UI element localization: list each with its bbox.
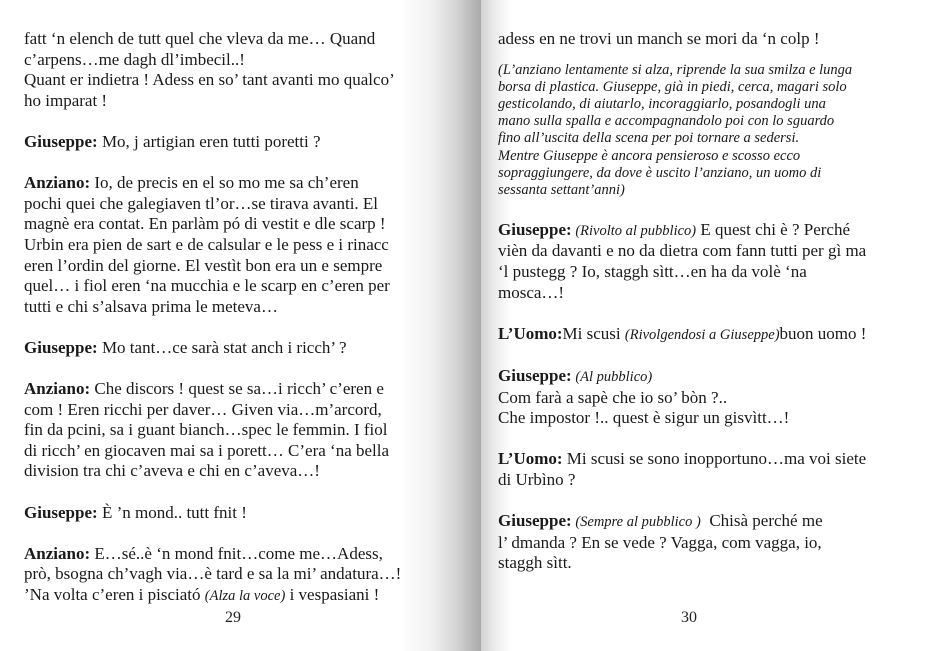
stage-line: sopraggiungere, da dove è uscito l’anziano, un uomo di bbox=[498, 164, 822, 181]
dialogue-line: Urbin era pien de sart e de calsular e le pess e i rinacc bbox=[24, 234, 389, 254]
speaker-name: Giuseppe: bbox=[24, 502, 98, 522]
dialogue-line: Com farà a sapè che io so’ bòn ?.. bbox=[498, 387, 728, 407]
stage-line: (L’anziano lentamente si alza, riprende la sua smilza e lunga bbox=[498, 61, 853, 78]
page-number: 30 bbox=[681, 609, 697, 626]
stage-direction: (Alza la voce) bbox=[204, 588, 286, 605]
stage-direction: (Al pubblico) bbox=[571, 368, 653, 385]
stage-line: sessanta settant’anni) bbox=[498, 182, 625, 199]
left-column bbox=[24, 29, 448, 607]
stage-line: mano sulla spalla e accompagnandolo poi con lo sguardo bbox=[498, 113, 835, 130]
intro-line: fatt ‘n elench de tutt quel che vleva da me… Quand bbox=[24, 29, 376, 48]
dialogue-text: Mo tant…ce sarà stat anch i ricch’ ? bbox=[97, 337, 347, 357]
stage-line: gesticolando, di aiutarlo, incoraggiarlo, posandogli una bbox=[498, 96, 826, 112]
stage-line: borsa di plastica. Giuseppe, già in piedi, cerca, magari solo bbox=[498, 78, 847, 95]
speaker-name: Giuseppe: bbox=[498, 219, 572, 239]
stage-direction: (Sempre al pubblico ) bbox=[571, 514, 701, 531]
dialogue-text: Mi scusi se sono inopportuno…ma voi siete bbox=[562, 449, 867, 469]
intro-line: Quant er indietra ! Adess en so’ tant avanti mo qualco’ bbox=[24, 70, 395, 90]
dialogue-text: È ’n mond.. tutt fnit ! bbox=[97, 502, 247, 522]
stage-line: fino all’uscita della scena per poi tornare a sedersi. bbox=[498, 130, 800, 147]
dialogue-text: Mo, j artigian eren tutti poretti ? bbox=[97, 131, 321, 151]
dialogue-block bbox=[24, 338, 448, 359]
dialogue-line bbox=[24, 379, 448, 400]
dialogue-text: Chisà perché me bbox=[700, 511, 823, 531]
dialogue-line: eren l’ordin del giorne. El vestìt bon era un e sempre bbox=[24, 255, 383, 275]
speaker-name: Giuseppe: bbox=[24, 337, 98, 357]
stage-direction-block bbox=[498, 62, 921, 200]
dialogue-block bbox=[24, 503, 448, 524]
dialogue-line: di Urbìno ? bbox=[498, 469, 576, 489]
dialogue-line: prò, bsogna ch’vagh via…è tard e sa la mi’ andatura…! bbox=[24, 564, 402, 584]
speaker-name: Anziano: bbox=[24, 379, 91, 399]
speaker-name: Anziano: bbox=[24, 543, 91, 563]
dialogue-block bbox=[24, 132, 448, 153]
speaker-name: Giuseppe: bbox=[498, 365, 572, 385]
dialogue-line bbox=[498, 511, 921, 533]
dialogue-line: tutti e chi s’alsava prima le meteva… bbox=[24, 296, 278, 316]
dialogue-line: magnè era contat. En parlàm pó di vestit e dle scarp ! bbox=[24, 214, 386, 234]
dialogue-line bbox=[498, 220, 921, 242]
dialogue-line bbox=[498, 449, 921, 470]
dialogue-line: l’ dmanda ? En se vede ? Vagga, com vagga, io, bbox=[498, 532, 822, 552]
dialogue-line: di ricch’ en giocaven mai sa i porett… C’era ‘na bella bbox=[24, 440, 390, 460]
right-page bbox=[481, 0, 945, 651]
intro-line: ho imparat ! bbox=[24, 90, 108, 110]
dialogue-text: E…sé..è ‘n mond fnit…come me…Adess, bbox=[90, 543, 383, 563]
dialogue-line bbox=[498, 366, 921, 388]
stage-direction: (Rivolgendosi a Giuseppe) bbox=[624, 326, 780, 343]
speaker-name: Giuseppe: bbox=[498, 511, 572, 531]
dialogue-line bbox=[24, 544, 448, 565]
dialogue-line: staggh sìtt. bbox=[498, 553, 572, 573]
speaker-name: L’Uomo: bbox=[498, 323, 563, 343]
dialogue-line: vièn da davanti e no da dietra com fann tutti per gì ma bbox=[498, 241, 867, 261]
dialogue-line bbox=[24, 173, 448, 194]
dialogue-line: fin da pcini, sa i guant bianch…spec le femmin. I fiol bbox=[24, 420, 388, 440]
intro-line: c’arpens…me dagh dl’imbecil..! bbox=[24, 49, 245, 69]
dialogue-text: ’Na volta c’eren i pisciató bbox=[24, 585, 205, 605]
dialogue-text: Io, de precis en el so mo me sa ch’eren bbox=[90, 173, 359, 193]
speaker-name: Anziano: bbox=[24, 173, 91, 193]
stage-line: Mentre Giuseppe è ancora pensieroso e scosso ecco bbox=[498, 147, 801, 164]
dialogue-line bbox=[24, 585, 448, 607]
stage-direction: (Rivolto al pubblico) bbox=[571, 222, 697, 239]
page-number: 29 bbox=[225, 609, 241, 626]
dialogue-line: mosca…! bbox=[498, 282, 565, 302]
right-column bbox=[498, 29, 921, 574]
dialogue-text: Che discors ! quest se sa…i ricch’ c’eren e bbox=[90, 379, 384, 399]
dialogue-text: buon uomo ! bbox=[779, 323, 867, 343]
dialogue-line: pochi quei che galegiaven tl’or…se tirava avanti. El bbox=[24, 193, 379, 213]
dialogue-line bbox=[498, 324, 921, 346]
dialogue-text: E quest chi è ? Perché bbox=[696, 219, 851, 239]
speaker-name: L’Uomo: bbox=[498, 449, 563, 469]
dialogue-line: ‘l pustegg ? Io, staggh sìtt…en ha da volè ‘na bbox=[498, 262, 807, 281]
dialogue-line: division tra chi c’aveva e chi en c’aveva…! bbox=[24, 461, 320, 481]
speaker-name: Giuseppe: bbox=[24, 131, 98, 151]
dialogue-text: i vespasiani ! bbox=[285, 585, 380, 605]
dialogue-text: Mi scusi bbox=[562, 323, 625, 343]
dialogue-line: com ! Eren ricchi per daver… Given via…m’arcord, bbox=[24, 399, 382, 419]
dialogue-line: quel… i fiol eren ‘na mucchia e le scarp en c’eren per bbox=[24, 276, 390, 296]
dialogue-line: Che impostor !.. quest è sigur un gisvìtt…! bbox=[498, 408, 790, 428]
dialogue-line: adess en ne trovi un manch se mori da ‘n colp ! bbox=[498, 29, 820, 48]
